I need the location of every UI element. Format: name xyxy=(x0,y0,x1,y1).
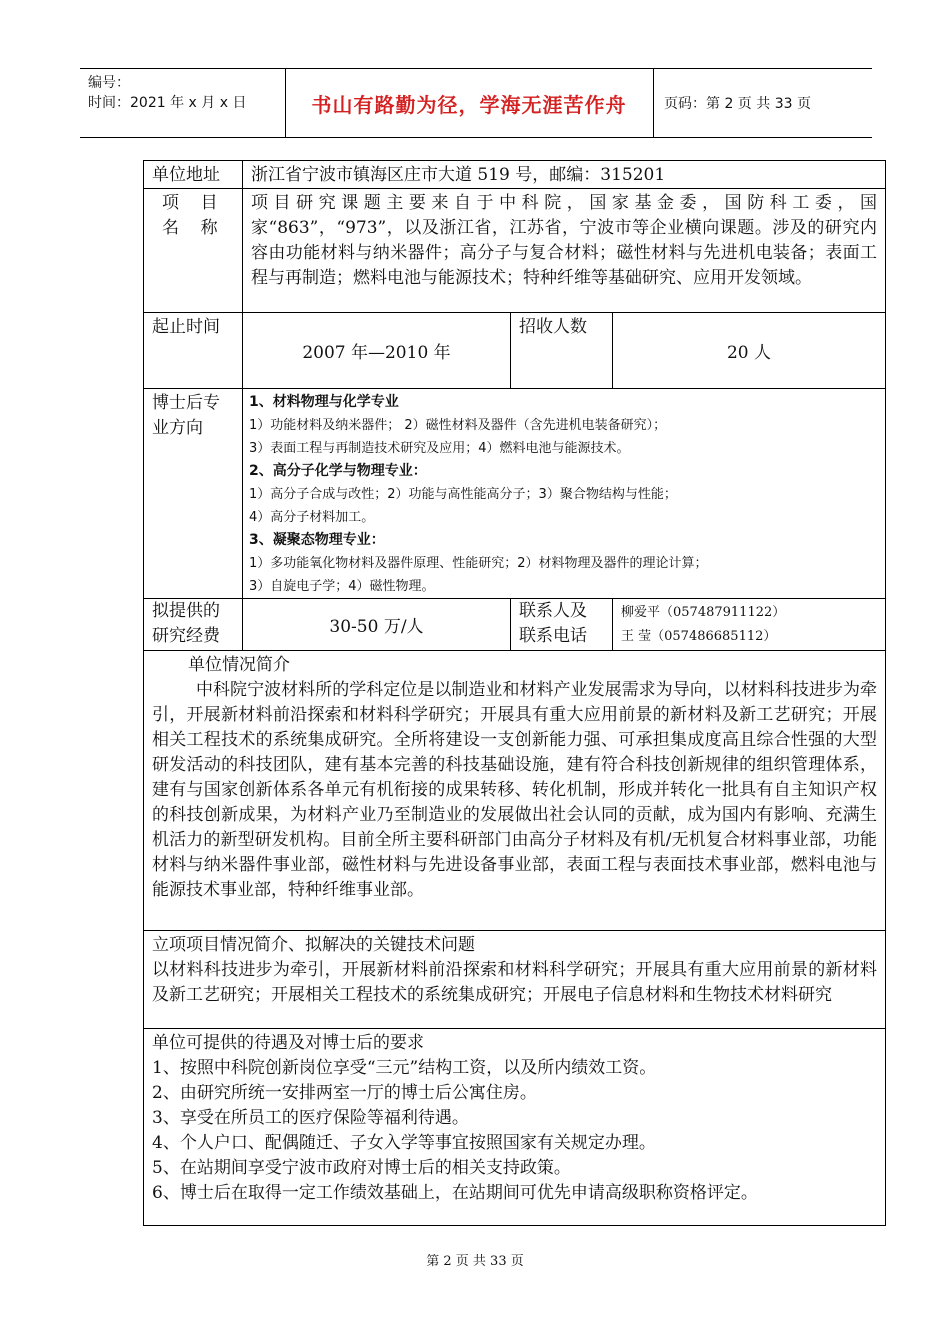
contact-item: 王 莹（057486685112） xyxy=(621,629,777,644)
specialty-title: 1、材料物理与化学专业 xyxy=(249,394,399,410)
funding-label-line: 拟提供的 xyxy=(152,601,220,621)
project-label-line: 项 目 xyxy=(162,193,218,213)
funding-value: 30-50 万/人 xyxy=(242,599,510,650)
key-issues-row xyxy=(144,931,885,1029)
date-label: 时间：2021 年 x 月 x 日 xyxy=(88,95,247,111)
specialty-title: 2、高分子化学与物理专业： xyxy=(249,463,427,479)
specialty-line: 1）功能材料及纳米器件； 2）磁性材料及器件（含先进机电装备研究）； xyxy=(249,418,667,433)
key-issues-title: 立项项目情况简介、拟解决的关键技术问题 xyxy=(152,935,475,955)
recruit-label: 招收人数 xyxy=(510,313,612,388)
contact-item: 柳爱平（057487911122） xyxy=(621,605,786,620)
contact-label xyxy=(510,599,612,650)
specialty-line: 1）高分子合成与改性；2）功能与高性能高分子；3）聚合物结构与性能； xyxy=(249,487,677,502)
funding-label xyxy=(144,599,242,650)
specialty-line: 1）多功能氧化物材料及器件原理、性能研究；2）材料物理及器件的理论计算； xyxy=(249,556,708,571)
specialty-label-line: 业方向 xyxy=(152,418,203,438)
period-label: 起止时间 xyxy=(152,317,220,337)
motto: 书山有路勤为径，学海无涯苦作舟 xyxy=(311,92,627,117)
contact-label-line: 联系人及 xyxy=(519,601,587,621)
contact-label-line: 联系电话 xyxy=(519,626,587,646)
specialty-title: 3、凝聚态物理专业： xyxy=(249,532,385,548)
serial-label: 编号： xyxy=(88,75,130,91)
benefit-item: 5、在站期间享受宁波市政府对博士后的相关支持政策。 xyxy=(152,1158,571,1178)
specialty-line: 4）高分子材料加工。 xyxy=(249,510,375,525)
intro-row xyxy=(144,651,885,931)
benefit-item: 6、博士后在取得一定工作绩效基础上，在站期间可优先申请高级职称资格评定。 xyxy=(152,1183,758,1203)
specialty-row xyxy=(144,389,885,599)
address-label: 单位地址 xyxy=(152,165,220,185)
benefits-row xyxy=(144,1029,885,1225)
specialty-list xyxy=(242,389,885,598)
project-label-line: 名 称 xyxy=(162,218,218,238)
period-value: 2007 年—2010 年 xyxy=(242,313,510,388)
project-row xyxy=(144,189,885,313)
funding-row xyxy=(144,599,885,651)
period-row xyxy=(144,313,885,389)
header-meta xyxy=(88,73,246,113)
address-row xyxy=(144,161,885,189)
specialty-line: 3）自旋电子学；4）磁性物理。 xyxy=(249,579,435,594)
benefit-item: 2、由研究所统一安排两室一厅的博士后公寓住房。 xyxy=(152,1083,537,1103)
intro-title: 单位情况简介 xyxy=(188,655,290,675)
specialty-line: 3）表面工程与再制造技术研究及应用；4）燃料电池与能源技术。 xyxy=(249,441,630,456)
header-divider xyxy=(653,69,654,137)
funding-label-line: 研究经费 xyxy=(152,626,220,646)
benefits-list xyxy=(144,1056,885,1206)
project-text: 项目研究课题主要来自于中科院，国家基金委，国防科工委，国家“863”，“973”，以及浙江省，江苏省，宁波市等企业横向课题。涉及的研究内容由功能材料与纳米器件；高分子与复合材料；磁性材料与先进机电装备；表面工程与再制造；燃料电池与能源技术；特种纤维等基础研究、应用开发领域。 xyxy=(242,189,885,312)
specialty-label-line: 博士后专 xyxy=(152,393,220,413)
contact-list xyxy=(612,599,885,650)
benefit-item: 4、个人户口、配偶随迁、子女入学等事宜按照国家有关规定办理。 xyxy=(152,1133,656,1153)
address-value: 浙江省宁波市镇海区庄市大道 519 号，邮编：315201 xyxy=(242,161,885,188)
intro-text: 中科院宁波材料所的学科定位是以制造业和材料产业发展需求为导向，以材料科技进步为牵引，开展新材料前沿探索和材料科学研究；开展具有重大应用前景的新材料及新工艺研究；开展相关工程技术的系统集成研究。全所将建设一支创新能力强、可承担集成度高且综合性强的大型研发活动的科技团队，建有基本完善的科技基础设施，建有符合科技创新规律的组织管理体系，建有与国家创新体系各单元有机衔接的成果转移、转化机制，形成并转化一批具有自主知识产权的科技创新成果，为材料产业乃至制造业的发展做出社会认同的贡献，成为国内有影响、充满生机活力的新型研发机构。目前全所主要科研部门由高分子材料及有机/无机复合材料事业部，功能材料与纳米器件事业部，磁性材料与先进设备事业部，表面工程与表面技术事业部，燃料电池与能源技术事业部，特种纤维事业部。 xyxy=(152,680,877,900)
benefit-item: 3、享受在所员工的医疗保险等福利待遇。 xyxy=(152,1108,469,1128)
page-header xyxy=(80,68,872,138)
benefit-item: 1、按照中科院创新岗位享受“三元”结构工资，以及所内绩效工资。 xyxy=(152,1058,657,1078)
key-issues-text: 以材料科技进步为牵引，开展新材料前沿探索和材料科学研究；开展具有重大应用前景的新材料及新工艺研究；开展相关工程技术的系统集成研究；开展电子信息材料和生物技术材料研究 xyxy=(152,960,877,1005)
benefits-title: 单位可提供的待遇及对博士后的要求 xyxy=(152,1033,424,1053)
specialty-label xyxy=(144,389,242,598)
info-table xyxy=(143,160,886,1226)
page-info: 页码：第 2 页 共 33 页 xyxy=(664,96,811,112)
project-label xyxy=(144,189,242,312)
recruit-value: 20 人 xyxy=(612,313,885,388)
page-footer: 第 2 页 共 33 页 xyxy=(426,1254,524,1269)
